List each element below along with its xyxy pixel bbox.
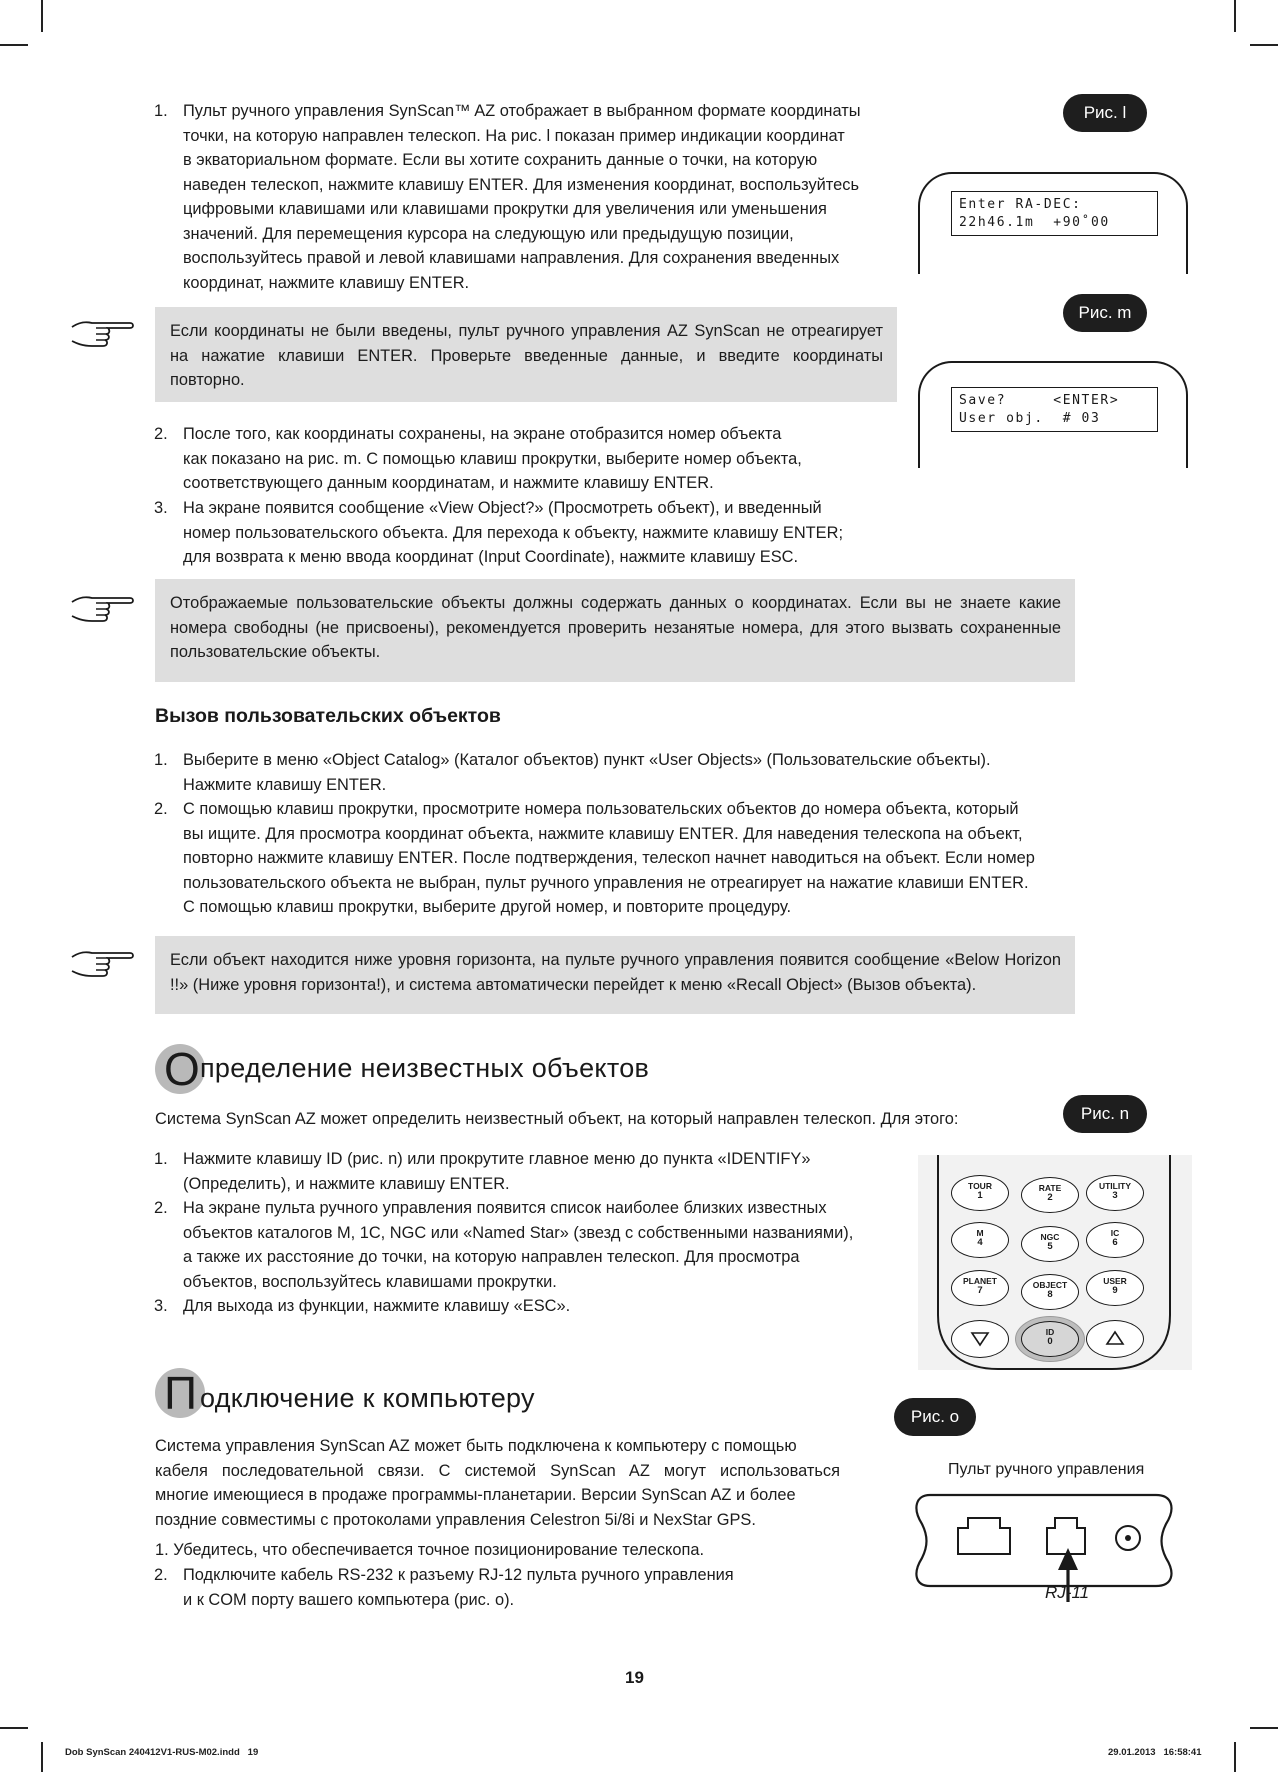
text-line: в экваториальном формате. Если вы хотите сохранить данные о точки, на которую	[183, 151, 818, 169]
triangle-up-icon	[1105, 1330, 1125, 1346]
subsection-heading: Вызов пользовательских объектов	[155, 705, 501, 727]
scroll-up-key	[1086, 1320, 1144, 1358]
section-title: одключение к компьютеру	[200, 1383, 535, 1413]
list-item	[154, 422, 914, 496]
text-line: соответствующего данным координатам, и нажмите клавишу ENTER.	[183, 474, 714, 492]
figure-caption: Пульт ручного управления	[948, 1461, 1145, 1478]
lcd-line: Save? <ENTER>	[959, 393, 1120, 408]
list-item	[154, 1196, 914, 1294]
text-line: значений. Для перемещения курсора на следующую или предыдущую позиции,	[183, 224, 794, 243]
text-line: пользовательского объекта не выбран, пульт ручного управления не отреагирует на нажатие клавиши ENTER.	[183, 873, 1029, 892]
keypad-key: TOUR 1	[951, 1175, 1009, 1211]
text-line: вы ищите. Для просмотра координат объекта, нажмите клавишу ENTER. Для наведения телескопа на объект,	[183, 824, 1023, 843]
text-line: многие имеющиеся в продаже программы-планетарии. Версии SynScan AZ и более	[155, 1486, 796, 1504]
text-line: На экране появится сообщение «View Object?» (Просмотреть объект), и введенный	[183, 499, 822, 517]
crop-mark	[0, 1727, 28, 1729]
text-line: кабеля последовательной связи. С системой SynScan AZ могут использоваться	[155, 1461, 840, 1480]
paragraph	[155, 1434, 840, 1532]
text-line: Выберите в меню «Object Catalog» (Каталог объектов) пункт «User Objects» (Пользовательские объекты).	[183, 751, 991, 769]
text-line: и к COM порту вашего компьютера (рис. о).	[183, 1590, 515, 1609]
list-number: 1.	[155, 1541, 169, 1559]
keypad-key: PLANET 7	[951, 1270, 1009, 1306]
text-line: После того, как координаты сохранены, на экране отобразится номер объекта	[183, 425, 782, 443]
section-title: пределение неизвестных объектов	[200, 1053, 650, 1083]
footer-timestamp: 29.01.2013 16:58:41	[1108, 1747, 1202, 1758]
text-line: Для выхода из функции, нажмите клавишу «ESC».	[183, 1297, 571, 1315]
text-line: наведен телескоп, нажмите клавишу ENTER. Для изменения координат, воспользуйтесь	[183, 175, 859, 194]
list-number: 3.	[154, 499, 168, 517]
crop-mark	[1250, 44, 1278, 46]
text-line: Система управления SynScan AZ может быть подключена к компьютеру с помощью	[155, 1437, 797, 1455]
figure-label: Рис. n	[1063, 1095, 1147, 1133]
text-line: координат, нажмите клавишу ENTER.	[183, 273, 470, 292]
list-item	[154, 1147, 914, 1196]
figure-label: Рис. l	[1063, 94, 1147, 132]
text-line: Нажмите клавишу ID (рис. n) или прокрутите главное меню до пункта «IDENTIFY»	[183, 1150, 811, 1168]
note-box: Отображаемые пользовательские объекты должны содержать данных о координатах. Если вы не знаете какие номера свободны (не присвоены), рекомендуется проверить незанятые номера, для этого вызвать сохраненные пользовательские объекты.	[155, 579, 1075, 682]
text-line: номер пользовательского объекта. Для перехода к объекту, нажмите клавишу ENTER;	[183, 523, 844, 542]
list-item	[154, 797, 1114, 920]
text-line: На экране пульта ручного управления появится список наиболее близких известных	[183, 1199, 827, 1217]
identify-key	[1015, 1316, 1085, 1362]
lcd-line: Enter RA-DEC:	[959, 197, 1082, 212]
lcd-screen	[951, 191, 1158, 236]
keypad-key: UTILITY 3	[1086, 1175, 1144, 1211]
keypad-key: RATE 2	[1021, 1177, 1079, 1213]
text-line: точки, на которую направлен телескоп. На рис. l показан пример индикации координат	[183, 126, 845, 145]
text-line: (Определить), и нажмите клавишу ENTER.	[183, 1174, 510, 1193]
scroll-down-key	[951, 1320, 1009, 1358]
list-item	[154, 496, 914, 570]
list-number: 1.	[154, 102, 168, 120]
list-number: 1.	[154, 1150, 168, 1168]
crop-mark	[1250, 1727, 1278, 1729]
drop-cap: П	[155, 1368, 205, 1418]
text-line: С помощью клавиш прокрутки, просмотрите номера пользовательских объектов до номера объекта, который	[183, 800, 1019, 818]
lcd-screen	[951, 387, 1158, 432]
pointing-hand-icon	[70, 313, 136, 351]
text-line: Нажмите клавишу ENTER.	[183, 775, 387, 794]
text-line: С помощью клавиш прокрутки, выберите другой номер, и повторите процедуру.	[183, 898, 791, 916]
paragraph: Система SynScan AZ может определить неизвестный объект, на который направлен телескоп. Для этого:	[155, 1110, 959, 1128]
crop-mark	[41, 0, 43, 32]
text-line: воспользуйтесь правой и левой клавишами направления. Для сохранения введенных	[183, 249, 840, 267]
text-line: объектов, воспользуйтесь клавишами прокрутки.	[183, 1272, 557, 1291]
text-line: как показано на рис. m. С помощью клавиш прокрутки, выберите номер объекта,	[183, 449, 802, 468]
list-number: 2.	[154, 1566, 168, 1584]
drop-cap: О	[155, 1044, 205, 1094]
keypad-key: USER 9	[1086, 1270, 1144, 1306]
lcd-line: User obj. # 03	[959, 411, 1101, 426]
keypad-key: M 4	[951, 1222, 1009, 1258]
list-item	[154, 99, 914, 295]
controller-connector-panel	[910, 1490, 1178, 1610]
crop-mark	[1234, 1742, 1236, 1772]
text-line: повторно нажмите клавишу ENTER. После подтверждения, телескоп начнет наводиться на объект. Если номер	[183, 849, 1035, 867]
crop-mark	[0, 44, 28, 46]
list-number: 2.	[154, 425, 168, 443]
pointing-hand-icon	[70, 943, 136, 981]
text-line: объектов каталогов M, 1C, NGC или «Named Star» (звезд с собственными названиями),	[183, 1223, 854, 1242]
pointing-hand-icon	[70, 588, 136, 626]
triangle-down-icon	[970, 1331, 990, 1347]
text-line: поздние совместимы с протоколами управления Celestron 5i/8i и NexStar GPS.	[155, 1510, 756, 1529]
text-line: Подключите кабель RS-232 к разъему RJ-12 пульта ручного управления	[183, 1566, 734, 1584]
list-number: 2.	[154, 1199, 168, 1217]
list-item	[154, 1563, 914, 1612]
text-line: для возврата к меню ввода координат (Input Coordinate), нажмите клавишу ESC.	[183, 548, 799, 566]
crop-mark	[41, 1742, 43, 1772]
text-line: Пульт ручного управления SynScan™ AZ отображает в выбранном формате координаты	[183, 102, 861, 120]
footer-file-info: Dob SynScan 240412V1-RUS-M02.indd 19	[65, 1747, 259, 1758]
list-item	[155, 1538, 704, 1563]
list-item	[154, 1294, 914, 1319]
list-number: 3.	[154, 1297, 168, 1315]
text-line: Убедитесь, что обеспечивается точное позиционирование телескопа.	[173, 1541, 705, 1559]
list-number: 1.	[154, 751, 168, 769]
keypad-key: IC 6	[1086, 1222, 1144, 1258]
text-line: а также их расстояние до точки, на которую направлен телескоп. Для просмотра	[183, 1248, 800, 1266]
keypad-key: OBJECT 8	[1021, 1274, 1079, 1310]
page-number: 19	[625, 1668, 644, 1687]
crop-mark	[1234, 0, 1236, 32]
figure-label: Рис. m	[1063, 294, 1147, 332]
keypad-key: NGC 5	[1021, 1226, 1079, 1262]
note-box: Если объект находится ниже уровня горизонта, на пульте ручного управления появится сообщение «Below Horizon !!» (Ниже уровня горизонта!), и система автоматически перейдет к меню «Recall Object» (Вызов объекта).	[155, 936, 1075, 1014]
identify-key-inner: ID 0	[1021, 1321, 1079, 1357]
lcd-line: 22h46.1m +90˚00	[959, 215, 1110, 230]
port-label: RJ-11	[1045, 1583, 1090, 1602]
note-box: Если координаты не были введены, пульт ручного управления AZ SynScan не отреагирует на нажатие клавиши ENTER. Проверьте введенные данные, и введите координаты повторно.	[155, 307, 897, 402]
list-item	[154, 748, 1114, 797]
text-line: цифровыми клавишами или клавишами прокрутки для увеличения или уменьшения	[183, 200, 827, 218]
list-number: 2.	[154, 800, 168, 818]
figure-label: Рис. о	[894, 1398, 976, 1436]
